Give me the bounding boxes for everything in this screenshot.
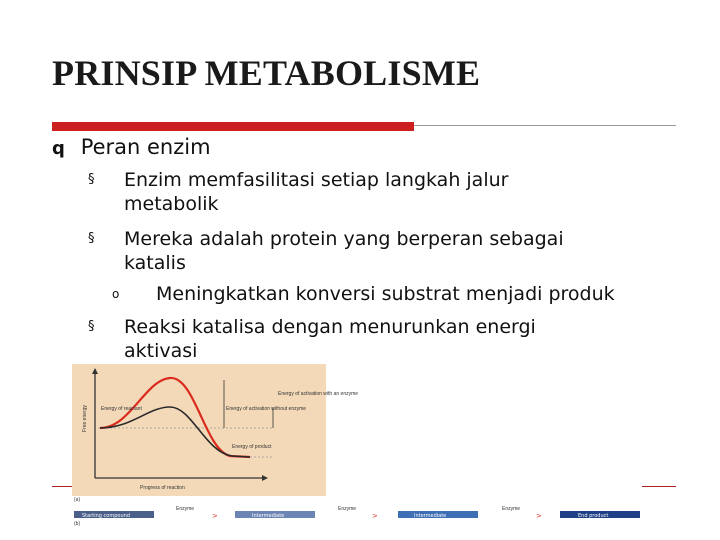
- pathway-label: End product: [578, 513, 609, 519]
- catalyzed-curve: [100, 407, 250, 457]
- x-axis-arrow-icon: [262, 475, 268, 481]
- circle-bullet-icon: o: [112, 287, 120, 301]
- y-axis-arrow-icon: [92, 368, 98, 374]
- panel-b-label: (b): [74, 521, 81, 527]
- pathway-enzyme-label: Enzyme: [176, 506, 195, 512]
- bullet-line: aktivasi: [124, 340, 198, 362]
- activation-with-label: Energy of activation with an enzyme: [278, 391, 359, 397]
- checkbox-bullet-icon: q: [52, 138, 65, 159]
- pathway-enzyme-label: Enzyme: [338, 506, 357, 512]
- pathway-label: Starting compound: [82, 513, 130, 519]
- bullet-line: metabolik: [124, 193, 219, 215]
- bullet-line: Enzim memfasilitasi setiap langkah jalur: [124, 169, 509, 191]
- sub-bullet-text: Meningkatkan konversi substrat menjadi produk: [156, 283, 615, 305]
- square-bullet-icon: §: [88, 231, 95, 246]
- pathway-arrow-icon: >: [212, 512, 218, 520]
- pathway-arrow-icon: >: [536, 512, 542, 520]
- y-axis-label: Free energy: [82, 405, 88, 432]
- bullet-line: Reaksi katalisa dengan menurunkan energi: [124, 316, 536, 338]
- pathway-label: Intermediate: [252, 513, 285, 519]
- uncatalyzed-curve: [100, 378, 250, 457]
- pathway-arrow-icon: >: [372, 512, 378, 520]
- bullet-line: katalis: [124, 252, 186, 274]
- panel-a-label: (a): [74, 497, 81, 503]
- pathway-label: Intermediate: [414, 513, 447, 519]
- section-heading-text: Peran enzim: [80, 135, 211, 159]
- slide-title: PRINSIP METABOLISME: [52, 53, 481, 93]
- bullet-line: Mereka adalah protein yang berperan sebagai: [124, 228, 564, 250]
- square-bullet-icon: §: [88, 319, 95, 334]
- x-axis-label: Progress of reaction: [140, 485, 185, 491]
- activation-without-label: Energy of activation without enzyme: [226, 406, 307, 412]
- reactant-energy-label: Energy of reactant: [101, 406, 142, 412]
- product-energy-label: Energy of product: [232, 444, 272, 450]
- square-bullet-icon: §: [88, 172, 95, 187]
- pathway-enzyme-label: Enzyme: [502, 506, 521, 512]
